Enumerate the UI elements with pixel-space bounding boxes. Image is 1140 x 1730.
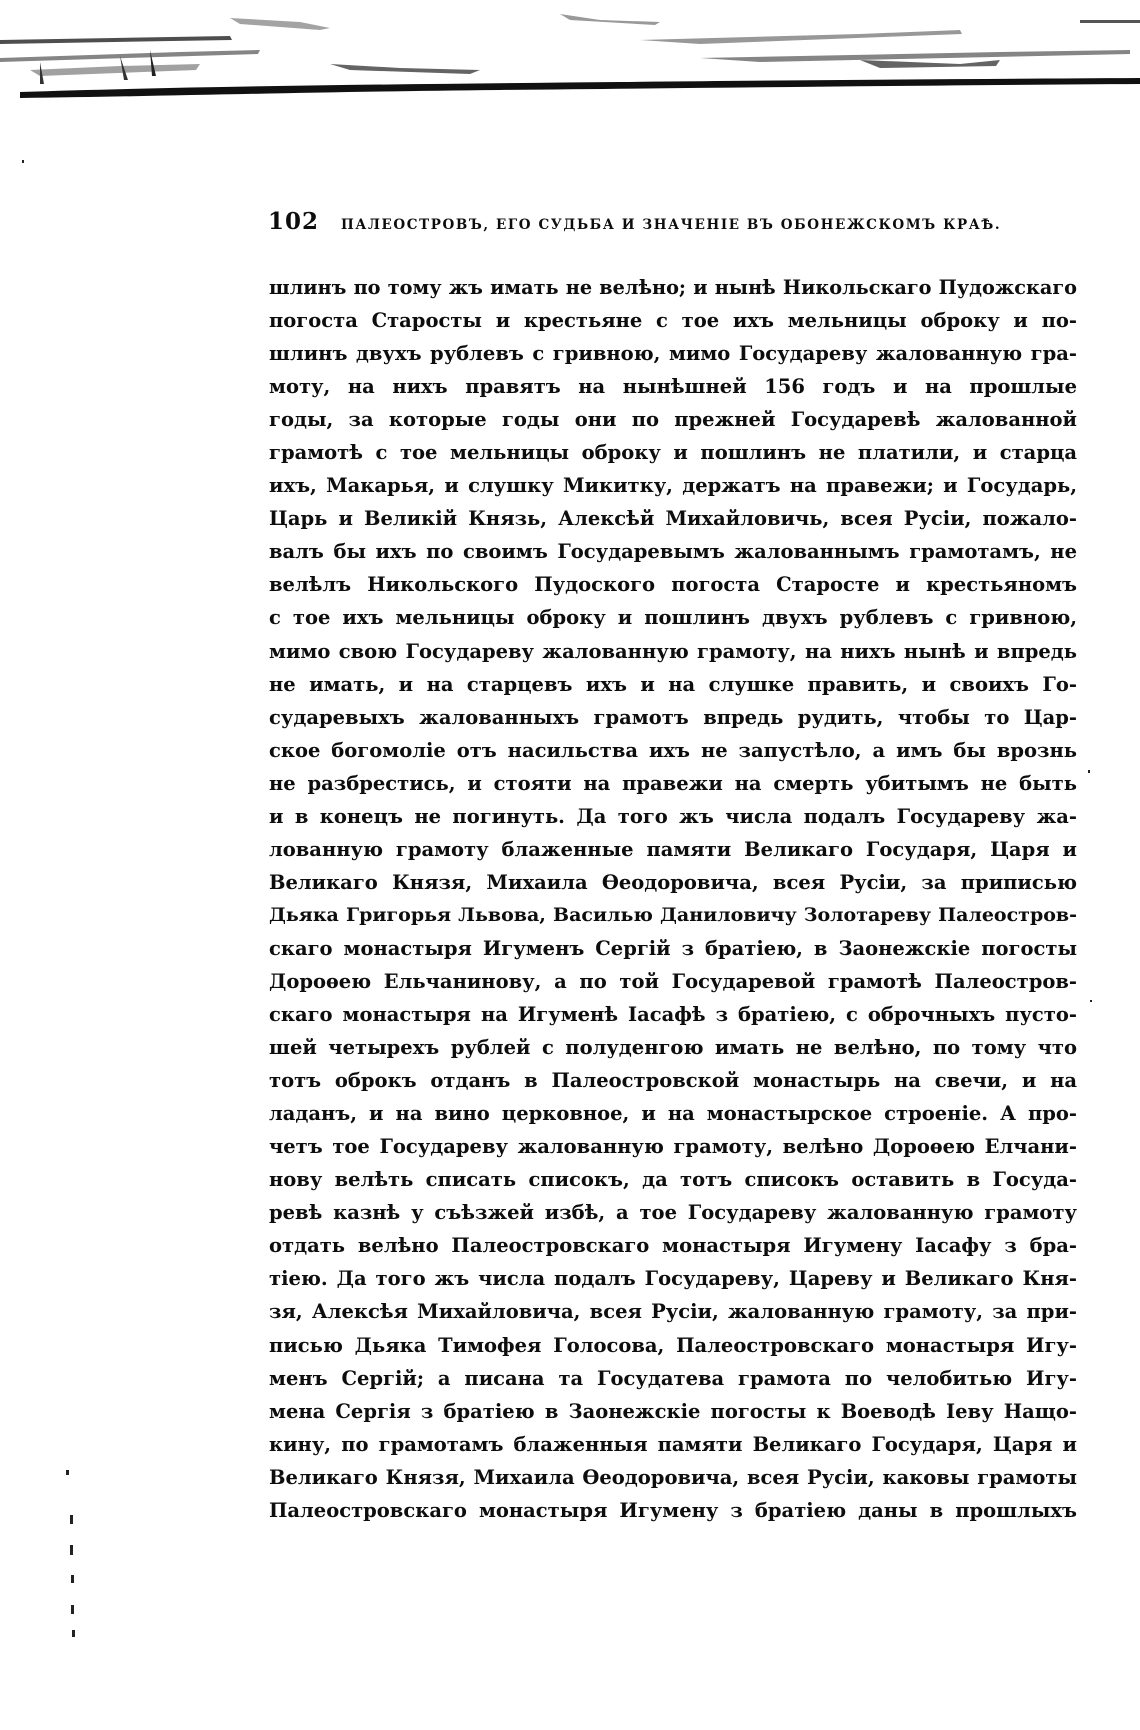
text-line: валъ бы ихъ по своимъ Государевымъ жалованнымъ грамотамъ, не [269, 540, 1077, 564]
text-line: с тое ихъ мельницы оброку и пошлинъ двухъ рублевъ с гривною, [269, 606, 1077, 630]
running-header [268, 208, 1058, 240]
text-line: Дороѳею Ельчанинову, а по той Государевой грамотѣ Палеостров- [269, 969, 1077, 993]
text-line: Великаго Князя, Михаила Ѳеодоровича, всея Русіи, за приписью [269, 870, 1077, 894]
text-line: нову велѣть списать списокъ, да тотъ списокъ оставить в Госуда- [269, 1168, 1077, 1192]
text-line: четъ тое Государеву жалованную грамоту, велѣно Дороѳею Елчани- [269, 1135, 1077, 1159]
text-line: не имать, и на старцевъ ихъ и на слушке править, и своихъ Го- [269, 672, 1077, 696]
text-line: писью Дьяка Тимофея Голосова, Палеостровскаго монастыря Игу- [269, 1333, 1077, 1357]
running-title: ПАЛЕОСТРОВЪ, ЕГО СУДЬБА И ЗНАЧЕНІЕ ВЪ ОБОНЕЖСКОМЪ КРАѢ. [341, 217, 1002, 233]
text-line: ское богомолiе отъ насильства ихъ не запустѣло, а имъ бы врознь [269, 738, 1077, 762]
text-line: сударевыхъ жалованныхъ грамотъ впредь рудить, чтобы то Цар- [269, 705, 1077, 729]
text-line: не разбрестись, и стояти на правежи на смерть убитымъ не быть [269, 771, 1077, 795]
text-line: шей четырехъ рублей с полуденгою имать не велѣно, по тому что [269, 1036, 1077, 1060]
text-line: кину, по грамотамъ блаженныя памяти Великаго Государя, Царя и [269, 1432, 1077, 1456]
text-line: шлинъ двухъ рублевъ с гривною, мимо Государеву жалованную гра- [269, 342, 1077, 366]
text-line: ревѣ казнѣ у съѣзжей избѣ, а тое Государеву жалованную грамоту [269, 1201, 1077, 1225]
text-line: скаго монастыря на Игуменѣ Iасафѣ з братiею, с оброчныхъ пусто- [269, 1003, 1077, 1027]
text-line: тотъ оброкъ отданъ в Палеостровской монастырь на свечи, и на [269, 1069, 1077, 1093]
text-line: отдать велѣно Палеостровскаго монастыря Игумену Iасафу з бра- [269, 1234, 1077, 1258]
text-line: погоста Старосты и крестьяне с тое ихъ мельницы оброку и по- [269, 309, 1077, 333]
text-line: и в конецъ не погинуть. Да того жъ числа подалъ Государеву жа- [269, 804, 1077, 828]
text-line: Палеостровскаго монастыря Игумену з братiею даны в прошлыхъ [269, 1498, 1077, 1522]
text-line: мимо свою Государеву жалованную грамоту, на нихъ нынѣ и впредь [269, 639, 1077, 663]
body-text [269, 271, 1077, 1527]
text-line: ихъ, Макарья, и слушку Микитку, держатъ на правежи; и Государь, [269, 474, 1077, 498]
text-line: велѣлъ Никольского Пудоского погоста Старосте и крестьяномъ [269, 573, 1077, 597]
text-line: грамотѣ с тое мельницы оброку и пошлинъ не платили, и старца [269, 441, 1077, 465]
text-line: моту, на нихъ правятъ на нынѣшней 156 годъ и на прошлые [269, 375, 1077, 399]
text-line: Великаго Князя, Михаила Ѳеодоровича, всея Русіи, каковы грамоты [269, 1465, 1077, 1489]
text-line: зя, Алексѣя Михайловича, всея Русіи, жалованную грамоту, за при- [269, 1300, 1077, 1324]
text-line: менъ Сергій; а писана та Госудатева грамота по челобитью Игу- [269, 1366, 1077, 1390]
text-line: скаго монастыря Игуменъ Сергій з братiею, в Заонежскіе погосты [269, 936, 1077, 960]
text-line: шлинъ по тому жъ имать не велѣно; и нынѣ Никольскаго Пудожскаго [269, 276, 1077, 299]
text-line: Царь и Великій Князь, Алексѣй Михайловичь, всея Русіи, пожало- [269, 507, 1077, 531]
text-line: тiею. Да того жъ числа подалъ Государеву, Цареву и Великаго Кня- [269, 1267, 1077, 1291]
page-number: 102 [268, 208, 320, 235]
text-line: ладанъ, и на вино церковное, и на монастырское строеніе. А про- [269, 1102, 1077, 1126]
scan-top-edge [0, 0, 1140, 110]
text-line: годы, за которые годы они по прежней Государевѣ жалованной [269, 408, 1077, 432]
text-line: мена Сергія з братiею в Заонежскіе погосты к Воеводѣ Iеву Нащо- [269, 1399, 1077, 1423]
text-line: Дьяка Григорья Львова, Василью Даниловичу Золотареву Палеостров- [269, 903, 1077, 926]
text-line: лованную грамоту блаженные памяти Великаго Государя, Царя и [269, 837, 1077, 861]
